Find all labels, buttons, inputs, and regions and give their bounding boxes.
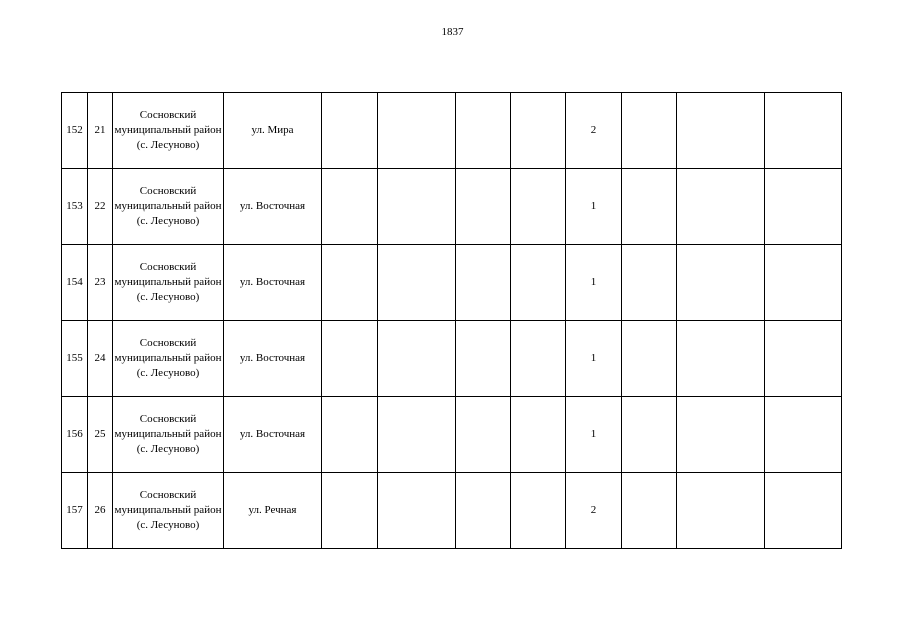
empty-cell (677, 397, 765, 473)
empty-cell (378, 321, 456, 397)
empty-cell (511, 397, 566, 473)
count-cell: 2 (566, 93, 622, 169)
empty-cell (378, 93, 456, 169)
sub-number: 26 (88, 473, 113, 549)
street-cell: ул. Восточная (224, 321, 322, 397)
district-cell: Сосновский муниципальный район (с. Лесуново) (113, 321, 224, 397)
street-cell: ул. Восточная (224, 397, 322, 473)
empty-cell (765, 397, 842, 473)
empty-cell (378, 245, 456, 321)
sub-number: 24 (88, 321, 113, 397)
empty-cell (322, 93, 378, 169)
table-row (62, 473, 842, 549)
empty-cell (622, 93, 677, 169)
empty-cell (677, 473, 765, 549)
empty-cell (322, 169, 378, 245)
empty-cell (511, 93, 566, 169)
sub-number: 25 (88, 397, 113, 473)
page-number: 1837 (441, 26, 464, 38)
empty-cell (677, 321, 765, 397)
empty-cell (622, 245, 677, 321)
empty-cell (622, 169, 677, 245)
count-cell: 2 (566, 473, 622, 549)
empty-cell (456, 397, 511, 473)
table-row (62, 169, 842, 245)
empty-cell (765, 245, 842, 321)
district-cell: Сосновский муниципальный район (с. Лесуново) (113, 93, 224, 169)
empty-cell (622, 473, 677, 549)
empty-cell (456, 169, 511, 245)
empty-cell (378, 473, 456, 549)
table-row (62, 93, 842, 169)
empty-cell (677, 93, 765, 169)
empty-cell (456, 321, 511, 397)
sub-number: 23 (88, 245, 113, 321)
district-cell: Сосновский муниципальный район (с. Лесуново) (113, 245, 224, 321)
empty-cell (456, 93, 511, 169)
district-cell: Сосновский муниципальный район (с. Лесуново) (113, 473, 224, 549)
street-cell: ул. Восточная (224, 245, 322, 321)
empty-cell (677, 169, 765, 245)
empty-cell (456, 473, 511, 549)
district-cell: Сосновский муниципальный район (с. Лесуново) (113, 169, 224, 245)
row-number: 154 (62, 245, 88, 321)
street-cell: ул. Мира (224, 93, 322, 169)
empty-cell (511, 169, 566, 245)
empty-cell (765, 169, 842, 245)
count-cell: 1 (566, 245, 622, 321)
empty-cell (511, 321, 566, 397)
sub-number: 21 (88, 93, 113, 169)
row-number: 157 (62, 473, 88, 549)
empty-cell (456, 245, 511, 321)
empty-cell (622, 397, 677, 473)
empty-cell (322, 321, 378, 397)
empty-cell (378, 169, 456, 245)
table-row (62, 245, 842, 321)
street-cell: ул. Восточная (224, 169, 322, 245)
table-row (62, 321, 842, 397)
district-cell: Сосновский муниципальный район (с. Лесуново) (113, 397, 224, 473)
empty-cell (765, 473, 842, 549)
empty-cell (511, 245, 566, 321)
table-row (62, 397, 842, 473)
empty-cell (622, 321, 677, 397)
empty-cell (511, 473, 566, 549)
count-cell: 1 (566, 397, 622, 473)
sub-number: 22 (88, 169, 113, 245)
count-cell: 1 (566, 321, 622, 397)
row-number: 153 (62, 169, 88, 245)
empty-cell (677, 245, 765, 321)
register-table (61, 92, 842, 549)
empty-cell (322, 245, 378, 321)
empty-cell (765, 93, 842, 169)
count-cell: 1 (566, 169, 622, 245)
row-number: 155 (62, 321, 88, 397)
empty-cell (378, 397, 456, 473)
empty-cell (765, 321, 842, 397)
row-number: 152 (62, 93, 88, 169)
empty-cell (322, 397, 378, 473)
street-cell: ул. Речная (224, 473, 322, 549)
empty-cell (322, 473, 378, 549)
row-number: 156 (62, 397, 88, 473)
